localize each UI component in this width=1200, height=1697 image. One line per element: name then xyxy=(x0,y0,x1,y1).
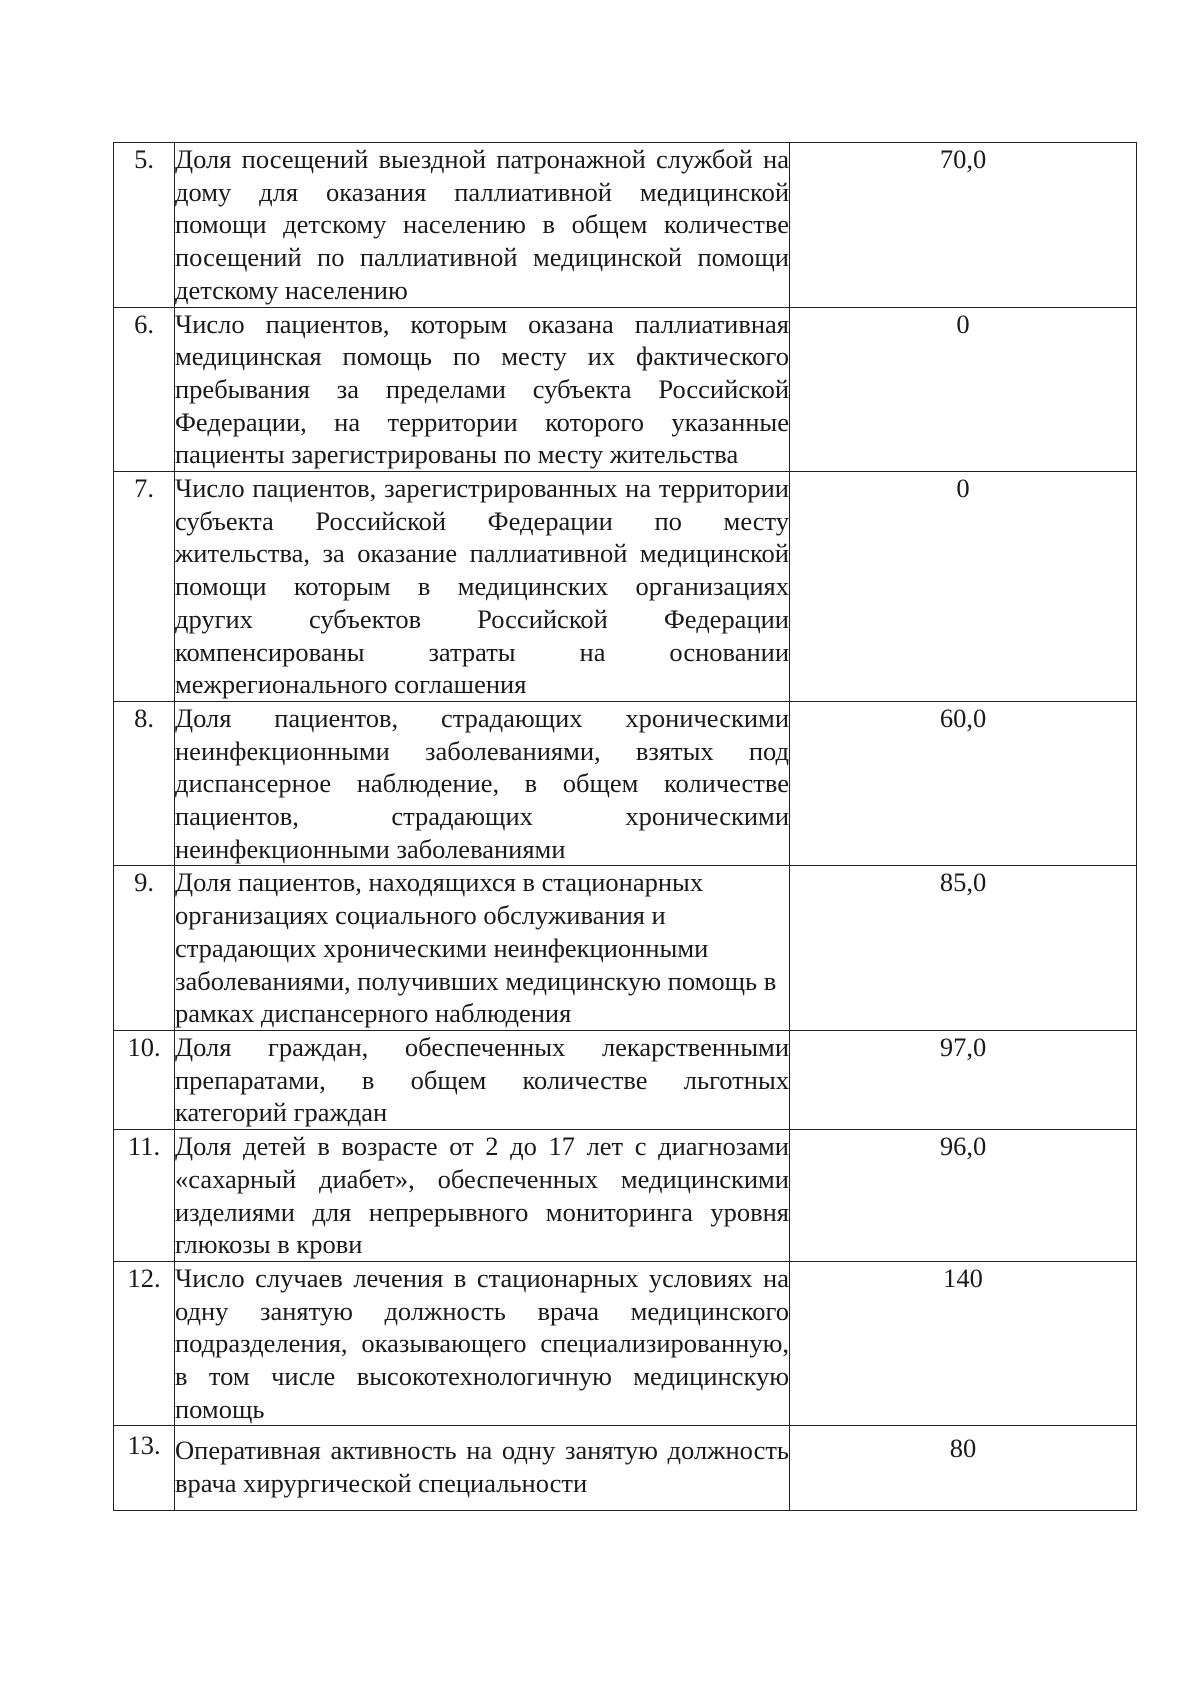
table-row xyxy=(114,1261,1137,1426)
indicator-description: Число случаев лечения в стационарных условиях на одну занятую должность врача медицинского подразделения, оказывающего специализированную, в том числе высокотехнологичную медицинскую помощь xyxy=(175,1261,790,1426)
table-row xyxy=(114,1426,1137,1511)
indicator-description: Оперативная активность на одну занятую должность врача хирургической специальности xyxy=(175,1426,790,1511)
indicator-description: Доля граждан, обеспеченных лекарственными препаратами, в общем количестве льготных категорий граждан xyxy=(175,1030,790,1129)
indicator-value: 96,0 xyxy=(790,1130,1137,1262)
row-number: 8. xyxy=(114,701,175,866)
indicator-value: 140 xyxy=(790,1261,1137,1426)
indicator-value: 0 xyxy=(790,307,1137,472)
indicator-value: 0 xyxy=(790,472,1137,702)
indicator-description: Число пациентов, которым оказана паллиативная медицинская помощь по месту их фактического пребывания за пределами субъекта Российской Федерации, на территории которого указанные пациенты зарегистрированы по месту жительства xyxy=(175,307,790,472)
row-number: 13. xyxy=(114,1426,175,1511)
indicator-value: 85,0 xyxy=(790,866,1137,1031)
indicator-description: Доля пациентов, находящихся в стационарных организациях социального обслуживания и страдающих хроническими неинфекционными заболеваниями, получивших медицинскую помощь в рамках диспансерного наблюдения xyxy=(175,866,790,1031)
row-number: 7. xyxy=(114,472,175,702)
row-number: 9. xyxy=(114,866,175,1031)
row-number: 10. xyxy=(114,1030,175,1129)
indicators-table xyxy=(113,142,1137,1511)
table-row xyxy=(114,866,1137,1031)
row-number: 11. xyxy=(114,1130,175,1262)
row-number: 6. xyxy=(114,307,175,472)
table-row xyxy=(114,143,1137,308)
indicator-value: 70,0 xyxy=(790,143,1137,308)
indicator-description: Число пациентов, зарегистрированных на территории субъекта Российской Федерации по месту жительства, за оказание паллиативной медицинской помощи которым в медицинских организациях других субъектов Российской Федерации компенсированы затраты на основании межрегионального соглашения xyxy=(175,472,790,702)
table-row xyxy=(114,307,1137,472)
table-row xyxy=(114,701,1137,866)
row-number: 12. xyxy=(114,1261,175,1426)
indicator-value: 80 xyxy=(790,1426,1137,1511)
indicator-description: Доля посещений выездной патронажной службой на дому для оказания паллиативной медицинской помощи детскому населению в общем количестве посещений по паллиативной медицинской помощи детскому населению xyxy=(175,143,790,308)
indicator-description: Доля пациентов, страдающих хроническими неинфекционными заболеваниями, взятых под диспансерное наблюдение, в общем количестве пациентов, страдающих хроническими неинфекционными заболеваниями xyxy=(175,701,790,866)
table-row xyxy=(114,472,1137,702)
indicator-value: 97,0 xyxy=(790,1030,1137,1129)
table-row xyxy=(114,1130,1137,1262)
indicator-description: Доля детей в возрасте от 2 до 17 лет с диагнозами «сахарный диабет», обеспеченных медицинскими изделиями для непрерывного мониторинга уровня глюкозы в крови xyxy=(175,1130,790,1262)
row-number: 5. xyxy=(114,143,175,308)
indicator-value: 60,0 xyxy=(790,701,1137,866)
table-row xyxy=(114,1030,1137,1129)
